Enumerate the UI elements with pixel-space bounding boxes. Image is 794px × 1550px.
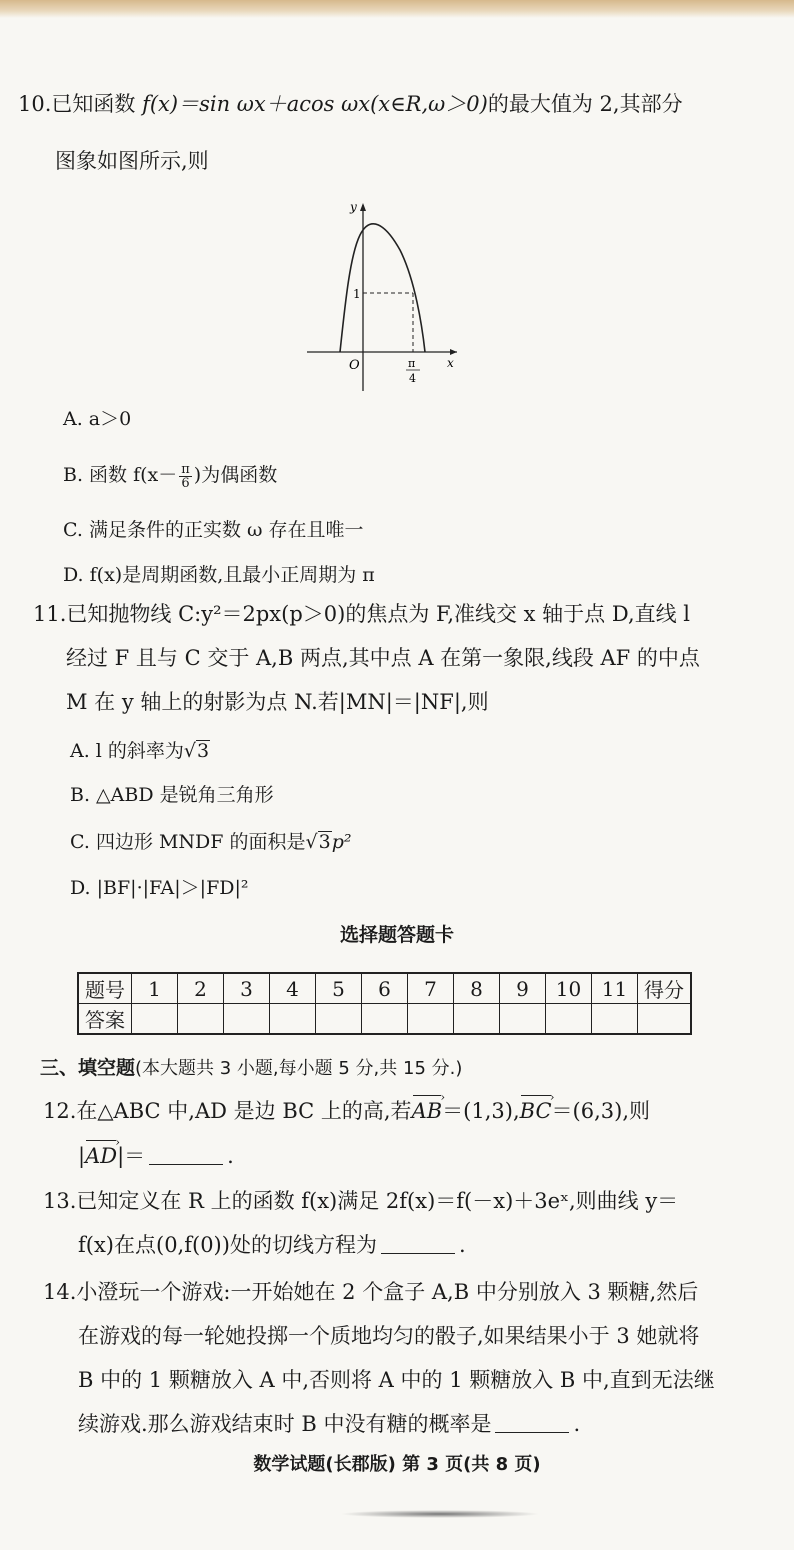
answer-card-row-numbers: [78, 973, 691, 1004]
y-axis-label: y: [350, 200, 357, 214]
q-number-cell: 4: [270, 973, 316, 1004]
q14-text4: 续游戏.那么游戏结束时 B 中没有糖的概率是: [78, 1412, 492, 1436]
q-number-cell: 6: [362, 973, 408, 1004]
frac-den: 6: [181, 475, 190, 491]
q10-option-b-prefix: B. 函数 f(x－: [63, 464, 178, 486]
q10-option-a: A. a＞0: [63, 408, 132, 430]
q12-text-b: ＝(1,3),: [442, 1099, 520, 1123]
q11-option-c-suffix: p²: [331, 831, 352, 853]
x-axis-label: x: [447, 356, 454, 370]
q11-option-d: D. |BF|·|FA|＞|FD|²: [70, 877, 249, 899]
q10-line2: 图象如图所示,则: [55, 149, 209, 173]
q12-number: 12.: [43, 1099, 77, 1123]
one-label: 1: [353, 287, 361, 301]
q12-end: .: [227, 1144, 234, 1168]
q10-number: 10.: [18, 92, 52, 116]
q10-option-b: [63, 461, 277, 490]
q11-option-a-prefix: A. l 的斜率为: [70, 740, 184, 762]
answer-cell[interactable]: [270, 1004, 316, 1035]
q11-option-c-prefix: C. 四边形 MNDF 的面积是: [70, 831, 306, 853]
q-number-cell: 7: [408, 973, 454, 1004]
q10-function: f(x)＝sin ωx＋acos ωx(x∈R,ω＞0): [142, 92, 488, 116]
q10-line1: [18, 90, 683, 118]
vector-ab: AB ›: [412, 1097, 443, 1125]
answer-card-title: 选择题答题卡: [339, 924, 454, 946]
q14-end: .: [573, 1412, 581, 1436]
answer-card-table: [77, 972, 692, 1035]
q11-option-a: A. l 的斜率为√3: [70, 740, 210, 762]
q-number-cell: 9: [500, 973, 546, 1004]
q13-line2: [78, 1231, 466, 1259]
q-number-cell: 11: [592, 973, 638, 1004]
q10-option-c: C. 满足条件的正实数 ω 存在且唯一: [63, 519, 364, 541]
section3-title: 三、填空题: [40, 1057, 136, 1079]
q10-option-b-frac: [179, 463, 192, 490]
q14-line4: [78, 1410, 580, 1438]
vector-bc: BC ›: [520, 1097, 552, 1125]
q12-text-a: 在△ABC 中,AD 是边 BC 上的高,若: [76, 1099, 412, 1123]
four-label: 4: [409, 372, 416, 385]
q13-text1: 已知定义在 R 上的函数 f(x)满足 2f(x)＝f(－x)＋3eˣ,则曲线 y＝: [76, 1189, 679, 1213]
q11-text1: 已知抛物线 C:y²＝2px(p＞0)的焦点为 F,准线交 x 轴于点 D,直线 l: [66, 602, 691, 626]
section3-note: (本大题共 3 小题,每小题 5 分,共 15 分.): [135, 1058, 463, 1079]
q10-graph: [305, 195, 475, 395]
q13-text2: f(x)在点(0,f(0))处的切线方程为: [78, 1233, 377, 1257]
section3-header: [40, 1054, 462, 1083]
q11-line2: 经过 F 且与 C 交于 A,B 两点,其中点 A 在第一象限,线段 AF 的中点: [66, 646, 700, 670]
q11-line1: [33, 600, 690, 628]
q10-stem-a: 已知函数: [51, 92, 143, 116]
answer-cell[interactable]: [132, 1004, 178, 1035]
q11-line3: M 在 y 轴上的射影为点 N.若|MN|＝|NF|,则: [66, 690, 489, 714]
q10-option-d: D. f(x)是周期函数,且最小正周期为 π: [63, 564, 375, 586]
q12-abs-close: |＝: [117, 1144, 146, 1168]
q11-number: 11.: [33, 602, 67, 626]
q11-option-c-root: 3: [318, 831, 331, 853]
q-number-cell: 2: [178, 973, 224, 1004]
q-number-cell: 5: [316, 973, 362, 1004]
answer-cell[interactable]: [362, 1004, 408, 1035]
page-footer: 数学试题(长郡版) 第 3 页(共 8 页): [253, 1454, 541, 1475]
q11-option-c: C. 四边形 MNDF 的面积是√3p²: [70, 831, 352, 853]
answer-cell[interactable]: [592, 1004, 638, 1035]
q10-option-b-suffix: )为偶函数: [193, 464, 278, 486]
q13-end: .: [458, 1233, 466, 1257]
answer-cell[interactable]: [454, 1004, 500, 1035]
answer-cell[interactable]: [316, 1004, 362, 1035]
vector-ad: AD ›: [85, 1142, 117, 1170]
q14-text1: 小澄玩一个游戏:一开始她在 2 个盒子 A,B 中分别放入 3 颗糖,然后: [76, 1280, 699, 1304]
q-number-cell: 8: [454, 973, 500, 1004]
q13-number: 13.: [43, 1189, 77, 1213]
q14-line3: B 中的 1 颗糖放入 A 中,否则将 A 中的 1 颗糖放入 B 中,直到无法继: [78, 1368, 715, 1392]
q10-stem-c: 的最大值为 2,其部分: [487, 92, 683, 116]
q13-line1: [43, 1187, 678, 1215]
q14-line1: [43, 1278, 698, 1306]
x-axis-arrow: [450, 349, 457, 355]
answer-cell[interactable]: [546, 1004, 592, 1035]
q-number-cell: 10: [546, 973, 592, 1004]
pi-label: π: [408, 357, 416, 370]
q-number-cell: 1: [132, 973, 178, 1004]
q12-line2: [78, 1142, 234, 1170]
score-cell[interactable]: [638, 1004, 692, 1035]
frac-num: π: [181, 461, 190, 477]
row-label-number: 题号: [78, 973, 132, 1004]
score-label: 得分: [638, 973, 692, 1004]
answer-cell[interactable]: [224, 1004, 270, 1035]
q13-answer-blank[interactable]: [381, 1235, 455, 1254]
row-label-answer: 答案: [78, 1004, 132, 1035]
answer-cell[interactable]: [408, 1004, 454, 1035]
q11-option-a-root: 3: [197, 740, 210, 762]
q12-answer-blank[interactable]: [149, 1146, 223, 1165]
paper-bottom-shadow: [340, 1510, 540, 1518]
y-axis-arrow: [360, 203, 366, 211]
q11-option-b: B. △ABD 是锐角三角形: [70, 784, 274, 806]
q-number-cell: 3: [224, 973, 270, 1004]
q12-abs-open: |: [78, 1144, 86, 1168]
origin-label: O: [349, 358, 360, 373]
answer-card-row-answers: [78, 1004, 691, 1035]
q12-text-c: ＝(6,3),则: [551, 1099, 650, 1123]
q14-answer-blank[interactable]: [495, 1414, 569, 1433]
paper-top-edge: [0, 0, 794, 18]
q14-number: 14.: [43, 1280, 77, 1304]
q12-line1: [43, 1097, 650, 1125]
q14-line2: 在游戏的每一轮她投掷一个质地均匀的骰子,如果结果小于 3 她就将: [78, 1324, 700, 1348]
answer-cell[interactable]: [500, 1004, 546, 1035]
answer-cell[interactable]: [178, 1004, 224, 1035]
